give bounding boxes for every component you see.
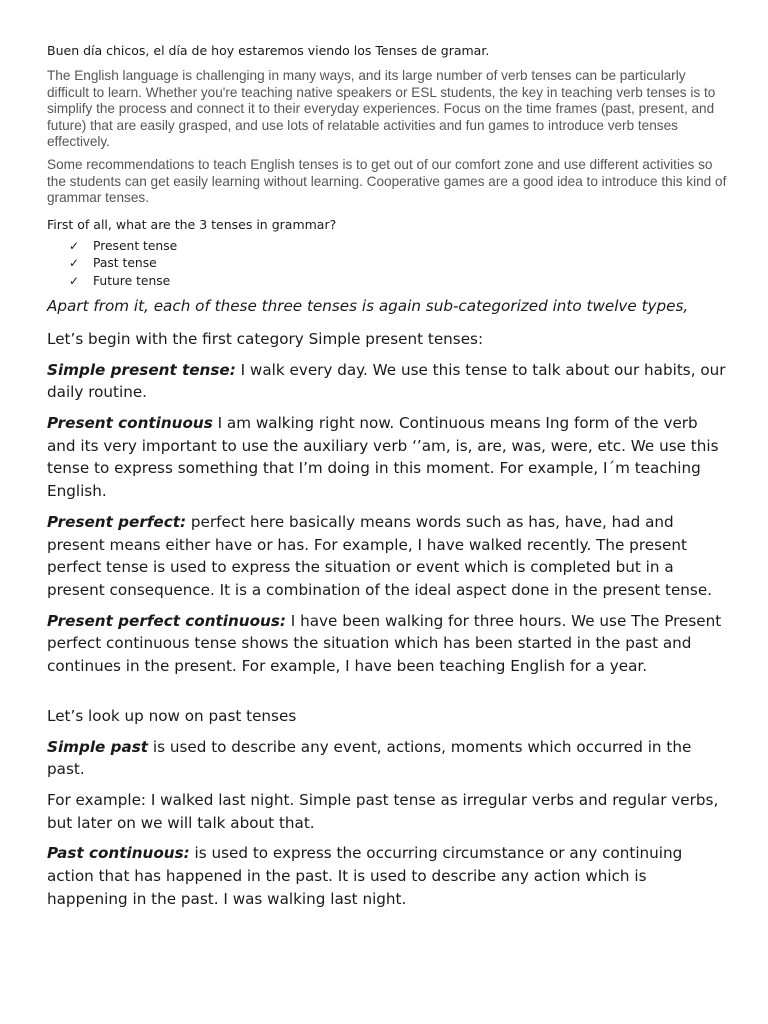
past-continuous-text: is used to express the occurring circumstance or any continuing action that has happened in the past. It is used to describe any action which is happening in the past. I was walking last night.	[47, 844, 683, 908]
present-perfect-continuous-paragraph	[47, 610, 727, 678]
present-perfect-text: perfect here basically means words such as has, have, had and present means either have or has. For example, I have walked recently. The present perfect tense is used to express the situation or event which is completed but in a present consequence. It is a combination of the ideal aspect done in the present tense.	[47, 512, 713, 599]
present-continuous-term: Present continuous	[47, 414, 213, 433]
present-continuous-paragraph	[47, 412, 727, 503]
checkmark-icon: ✓	[69, 273, 80, 288]
simple-past-term: Simple past	[47, 737, 149, 756]
first-category-heading: Let’s begin with the first category Simple present tenses:	[47, 329, 484, 348]
simple-present-paragraph	[47, 359, 727, 404]
past-continuous-paragraph	[47, 842, 727, 910]
checkmark-icon: ✓	[69, 238, 80, 253]
present-perfect-continuous-term: Present perfect continuous:	[47, 611, 286, 630]
list-item-label: Present tense	[93, 238, 178, 253]
tenses-checklist	[69, 238, 727, 291]
tenses-question: First of all, what are the 3 tenses in grammar?	[47, 216, 337, 232]
simple-past-example: For example: I walked last night. Simple past tense as irregular verbs and regular verbs, but later on we will talk about that.	[47, 790, 719, 832]
list-item	[69, 238, 727, 256]
simple-past-text: is used to describe any event, actions, moments which occurred in the past.	[47, 737, 692, 779]
simple-present-text: I walk every day. We use this tense to talk about our habits, our daily routine.	[47, 360, 726, 402]
past-intro: Let’s look up now on past tenses	[47, 706, 297, 725]
intro-paragraph-1: The English language is challenging in many ways, and its large number of verb tenses can be particularly difficult to learn. Whether you're teaching native speakers or ESL students, the key in teaching verb tenses is to simplify the process and connect it to their everyday experiences. Focus on the time frames (past, present, and future) that are easily grasped, and use lots of relatable activities and fun games to introduce verb tenses effectively.	[47, 68, 716, 150]
present-continuous-text: I am walking right now. Continuous means Ing form of the verb and its very important to use the auxiliary verb ‘’am, is, are, was, were, etc. We use this tense to express something that I’m doing in this moment. For example, I´m teaching English.	[47, 414, 719, 501]
simple-past-paragraph	[47, 736, 727, 781]
list-item	[69, 273, 727, 291]
section-spacer	[47, 686, 727, 705]
past-continuous-term: Past continuous:	[47, 844, 190, 863]
document-page	[47, 42, 727, 918]
present-perfect-paragraph	[47, 511, 727, 602]
present-perfect-term: Present perfect:	[47, 512, 187, 531]
simple-present-term: Simple present tense:	[47, 360, 236, 379]
list-item-label: Past tense	[93, 256, 157, 271]
greeting-line: Buen día chicos, el día de hoy estaremos viendo los Tenses de gramar.	[47, 43, 490, 58]
list-item	[69, 255, 727, 273]
checkmark-icon: ✓	[69, 256, 80, 271]
subcategory-note: Apart from it, each of these three tenses is again sub-categorized into twelve types,	[47, 297, 689, 316]
list-item-label: Future tense	[93, 273, 171, 288]
intro-paragraph-2: Some recommendations to teach English tenses is to get out of our comfort zone and use different activities so the students can get easily learning without learning. Cooperative games are a good idea to introduce this kind of grammar tenses.	[47, 156, 727, 206]
present-perfect-continuous-text: I have been walking for three hours. We use The Present perfect continuous tense shows the situation which has been started in the past and continues in the present. For example, I have been teaching English for a year.	[47, 611, 722, 676]
